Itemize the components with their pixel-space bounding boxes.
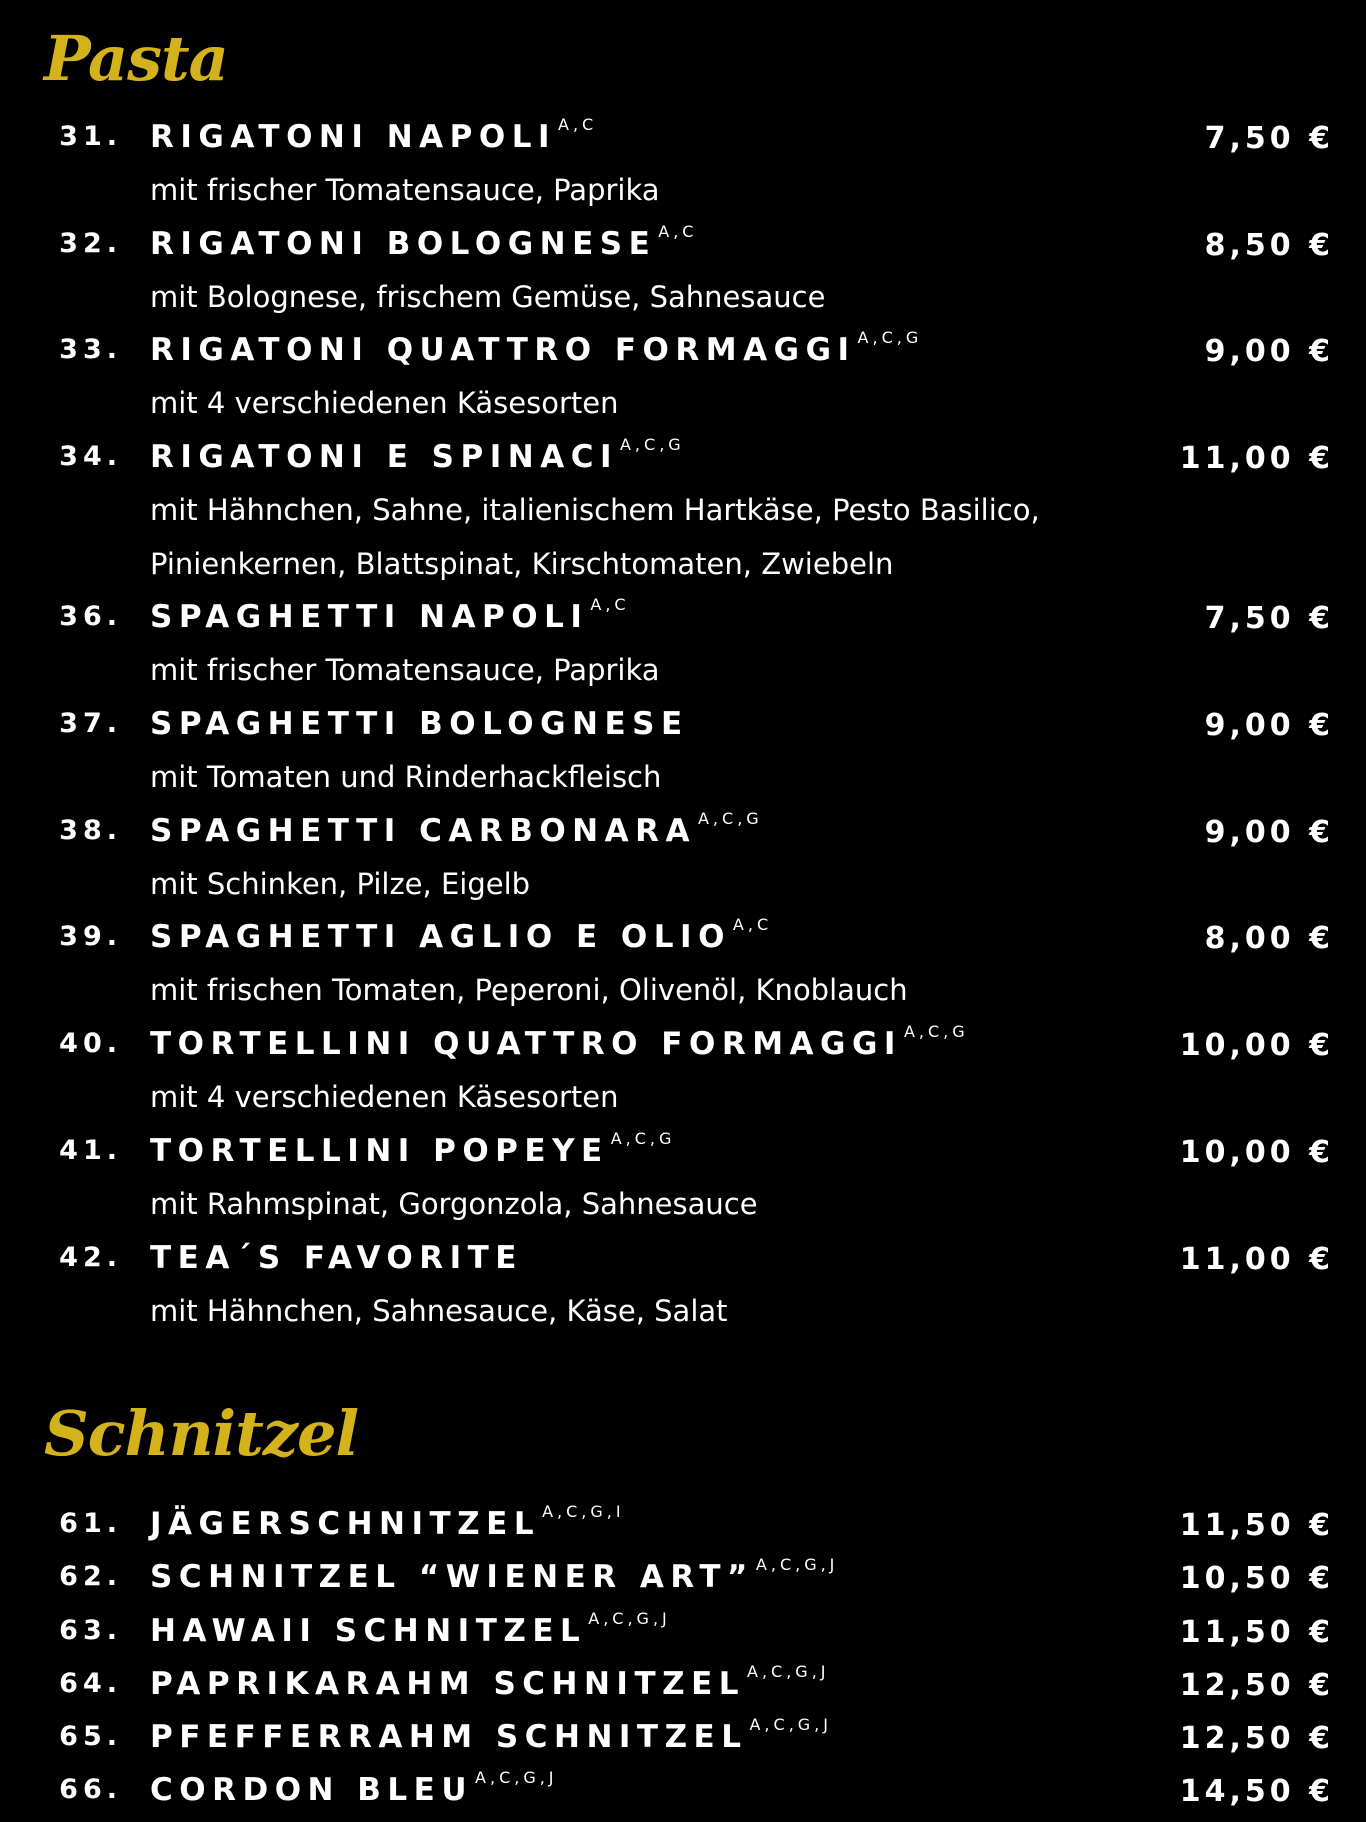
menu-item: [0, 1017, 1366, 1125]
allergen-codes: A,C,G,J: [475, 1768, 558, 1787]
menu-item: [0, 1657, 1366, 1711]
item-name-wrap: [150, 1604, 671, 1663]
menu-item: [0, 1231, 1366, 1339]
item-name-wrap: [150, 217, 697, 276]
section-title-pasta: Pasta: [44, 22, 228, 95]
item-description: mit frischer Tomatensauce, Paprika: [150, 173, 660, 207]
item-price: 9,00 €: [1204, 708, 1334, 743]
item-name: TORTELLINI QUATTRO FORMAGGI: [150, 1026, 902, 1062]
item-description: mit Rahmspinat, Gorgonzola, Sahnesauce: [150, 1187, 758, 1221]
item-description: mit Bolognese, frischem Gemüse, Sahnesauce: [150, 280, 826, 314]
item-name: PAPRIKARAHM SCHNITZEL: [150, 1666, 746, 1702]
allergen-codes: A,C,G: [903, 1022, 969, 1041]
allergen-codes: A,C: [558, 115, 598, 134]
menu-item: [0, 110, 1366, 218]
item-number: 62.: [59, 1561, 122, 1592]
item-number: 65.: [59, 1721, 122, 1752]
item-price: 9,00 €: [1204, 815, 1334, 850]
item-name: TEA´S FAVORITE: [150, 1240, 523, 1276]
menu-item: [0, 1124, 1366, 1232]
menu-item: [0, 430, 1366, 591]
item-description: mit frischer Tomatensauce, Paprika: [150, 653, 660, 687]
menu-item: [0, 1497, 1366, 1551]
item-number: 38.: [59, 815, 122, 846]
item-number: 41.: [59, 1135, 122, 1166]
menu-item: [0, 217, 1366, 325]
allergen-codes: A,C,G,J: [747, 1662, 830, 1681]
allergen-codes: A,C,G,J: [749, 1715, 832, 1734]
item-number: 64.: [59, 1668, 122, 1699]
allergen-codes: A,C,G,I: [542, 1502, 625, 1521]
item-description: mit 4 verschiedenen Käsesorten: [150, 1080, 619, 1114]
item-price: 14,50 €: [1179, 1774, 1334, 1809]
item-name-wrap: [150, 1550, 838, 1609]
item-price: 10,00 €: [1179, 1028, 1334, 1063]
item-number: 37.: [59, 708, 122, 739]
item-name: RIGATONI NAPOLI: [150, 119, 557, 155]
item-name: CORDON BLEU: [150, 1772, 474, 1808]
item-description: mit Hähnchen, Sahnesauce, Käse, Salat: [150, 1294, 728, 1328]
item-name: RIGATONI BOLOGNESE: [150, 226, 657, 262]
item-price: 7,50 €: [1204, 601, 1334, 636]
item-price: 8,50 €: [1204, 228, 1334, 263]
item-name: TORTELLINI POPEYE: [150, 1133, 609, 1169]
item-name: SPAGHETTI CARBONARA: [150, 813, 696, 849]
menu-item: [0, 804, 1366, 912]
menu-item: [0, 910, 1366, 1018]
menu-item: [0, 1763, 1366, 1817]
item-name: SCHNITZEL “WIENER ART”: [150, 1559, 754, 1595]
allergen-codes: A,C,G: [619, 435, 685, 454]
allergen-codes: A,C,G: [610, 1129, 676, 1148]
item-name-wrap: [150, 323, 922, 382]
item-name-wrap: [150, 697, 691, 756]
item-number: 66.: [59, 1774, 122, 1805]
item-name: PFEFFERRAHM SCHNITZEL: [150, 1719, 748, 1755]
item-price: 12,50 €: [1179, 1668, 1334, 1703]
menu-item: [0, 590, 1366, 698]
item-number: 31.: [59, 121, 122, 152]
item-price: 8,00 €: [1204, 921, 1334, 956]
item-number: 32.: [59, 228, 122, 259]
item-name-wrap: [150, 1017, 969, 1076]
menu-item: [0, 1710, 1366, 1764]
item-name-wrap: [150, 1231, 525, 1290]
item-price: 10,00 €: [1179, 1135, 1334, 1170]
item-name-wrap: [150, 1763, 558, 1822]
item-price: 11,00 €: [1179, 441, 1334, 476]
item-name: JÄGERSCHNITZEL: [150, 1506, 541, 1542]
allergen-codes: A,C,G: [697, 809, 763, 828]
item-name-wrap: [150, 910, 772, 969]
section-title-schnitzel: Schnitzel: [44, 1397, 359, 1470]
item-number: 36.: [59, 601, 122, 632]
allergen-codes: A,C,G,J: [755, 1555, 839, 1574]
item-name: SPAGHETTI NAPOLI: [150, 599, 589, 635]
item-name: SPAGHETTI AGLIO E OLIO: [150, 919, 731, 955]
menu-item: [0, 323, 1366, 431]
item-description: mit Hähnchen, Sahne, italienischem Hartkäse, Pesto Basilico, Pinienkernen, Blattspinat, Kirschtomaten, Zwiebeln: [150, 493, 1040, 581]
item-price: 10,50 €: [1179, 1561, 1334, 1596]
item-description: mit frischen Tomaten, Peperoni, Olivenöl, Knoblauch: [150, 973, 908, 1007]
item-price: 7,50 €: [1204, 121, 1334, 156]
item-name-wrap: [150, 1657, 830, 1716]
allergen-codes: A,C: [658, 222, 698, 241]
item-name-wrap: [150, 430, 685, 489]
allergen-codes: A,C: [732, 915, 773, 934]
allergen-codes: A,C,G: [857, 328, 923, 347]
item-name-wrap: [150, 1124, 675, 1183]
item-name-wrap: [150, 1710, 832, 1769]
item-price: 9,00 €: [1204, 334, 1334, 369]
menu-item: [0, 1604, 1366, 1658]
item-number: 61.: [59, 1508, 122, 1539]
item-name: RIGATONI E SPINACI: [150, 439, 618, 475]
item-price: 11,50 €: [1179, 1615, 1334, 1650]
menu-item: [0, 1550, 1366, 1604]
item-name-wrap: [150, 804, 763, 863]
item-number: 42.: [59, 1242, 122, 1273]
item-description: mit 4 verschiedenen Käsesorten: [150, 386, 619, 420]
item-number: 33.: [59, 334, 122, 365]
item-price: 11,50 €: [1179, 1508, 1334, 1543]
item-number: 63.: [59, 1615, 122, 1646]
item-name: RIGATONI QUATTRO FORMAGGI: [150, 332, 856, 368]
item-price: 12,50 €: [1179, 1721, 1334, 1756]
item-name-wrap: [150, 1497, 625, 1556]
item-number: 39.: [59, 921, 122, 952]
item-number: 40.: [59, 1028, 122, 1059]
menu-item: [0, 697, 1366, 805]
item-name: SPAGHETTI BOLOGNESE: [150, 706, 689, 742]
item-description: mit Schinken, Pilze, Eigelb: [150, 867, 531, 901]
item-name-wrap: [150, 590, 630, 649]
item-number: 34.: [59, 441, 122, 472]
item-name-wrap: [150, 110, 597, 169]
item-description: mit Tomaten und Rinderhackfleisch: [150, 760, 662, 794]
allergen-codes: A,C,G,J: [588, 1609, 671, 1628]
allergen-codes: A,C: [590, 595, 630, 614]
item-name: HAWAII SCHNITZEL: [150, 1613, 587, 1649]
item-price: 11,00 €: [1179, 1242, 1334, 1277]
